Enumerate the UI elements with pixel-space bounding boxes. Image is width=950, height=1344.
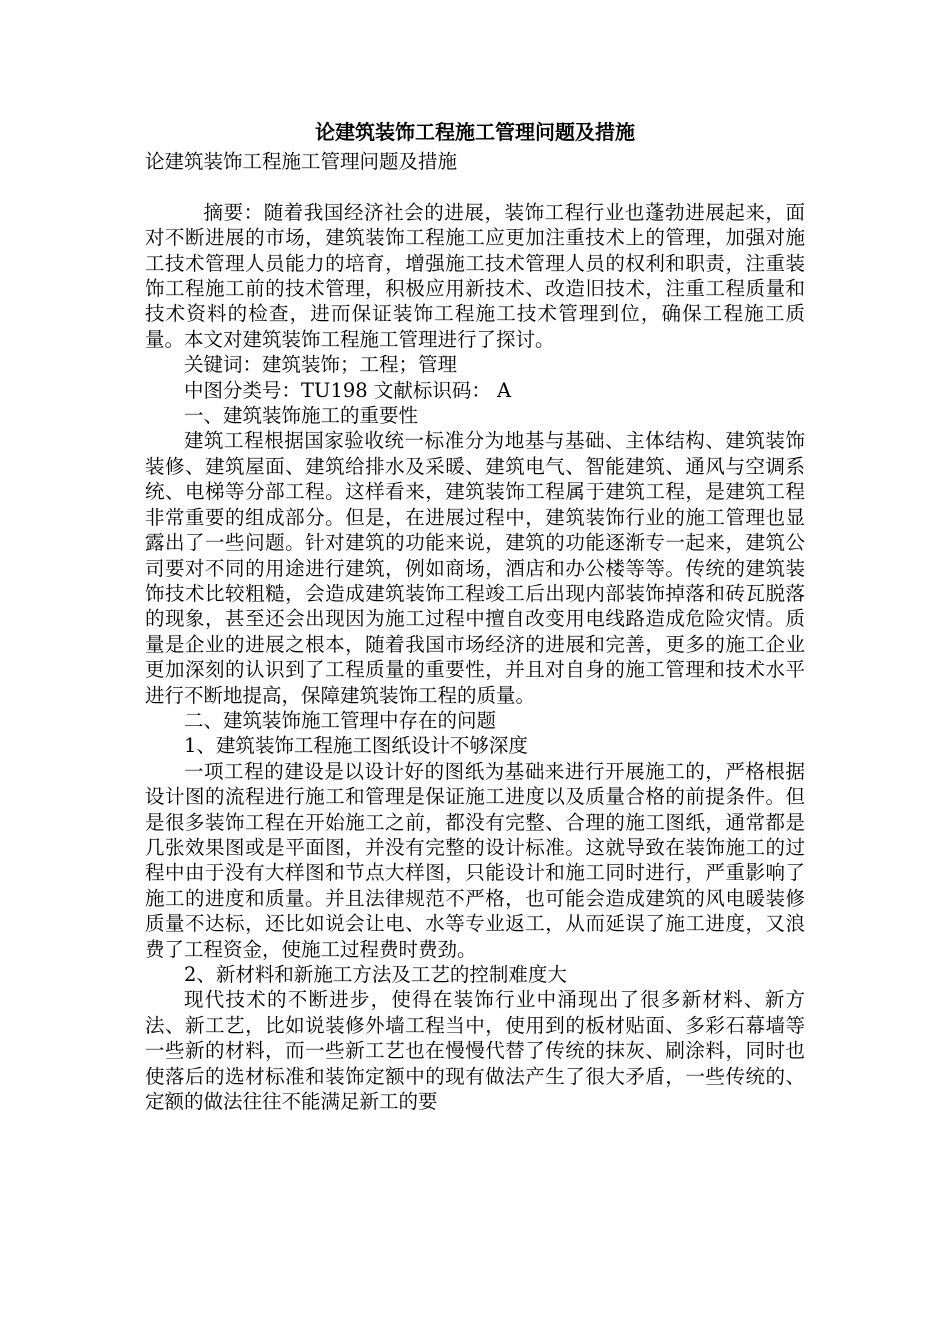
body-paragraph-3: 现代技术的不断进步，使得在装饰行业中涌现出了很多新材料、新方法、新工艺，比如说装修外墙工程当中，使用到的板材贴面、多彩石幕墙等一些新的材料，而一些新工艺也在慢慢代替了传统的抹灰、刷涂料，同时也使落后的选材标准和装饰定额中的现有做法产生了很大矛盾，一些传统的、定额的做法往往不能满足新工的要 — [145, 988, 805, 1114]
body-paragraph-2: 一项工程的建设是以设计好的图纸为基础来进行开展施工的，严格根据设计图的流程进行施工和管理是保证施工进度以及质量合格的前提条件。但是很多装饰工程在开始施工之前，都没有完整、合理的施工图纸，通常都是几张效果图或是平面图，并没有完整的设计标准。这就导致在装饰施工的过程中由于没有大样图和节点大样图，只能设计和施工同时进行，严重影响了施工的进度和质量。并且法律规范不严格，也可能会造成建筑的风电暖装修质量不达标，还比如说会让电、水等专业返工，从而延误了施工进度，又浪费了工程资金，使施工过程费时费劲。 — [145, 759, 805, 961]
document-subtitle: 论建筑装饰工程施工管理问题及措施 — [145, 150, 458, 174]
body-paragraph-1: 建筑工程根据国家验收统一标准分为地基与基础、主体结构、建筑装饰装修、建筑屋面、建筑给排水及采暖、建筑电气、智能建筑、通风与空调系统、电梯等分部工程。这样看来，建筑装饰工程属于建筑工程，是建筑工程非常重要的组成部分。但是，在进展过程中，建筑装饰行业的施工管理也显露出了一些问题。针对建筑的功能来说，建筑的功能逐渐专一起来，建筑公司要对不同的用途进行建筑，例如商场，酒店和办公楼等等。传统的建筑装饰技术比较粗糙，会造成建筑装饰工程竣工后出现内部装饰掉落和砖瓦脱落的现象，甚至还会出现因为施工过程中擅自改变用电线路造成危险灾情。质量是企业的进展之根本，随着我国市场经济的进展和完善，更多的施工企业更加深刻的认识到了工程质量的重要性，并且对自身的施工管理和技术水平进行不断地提高，保障建筑装饰工程的质量。 — [145, 429, 805, 707]
document-page — [145, 120, 805, 1114]
section-heading-2: 二、建筑装饰施工管理中存在的问题 — [184, 708, 497, 732]
keywords-line: 关键词：建筑装饰；工程；管理 — [184, 353, 458, 377]
classification-line: 中图分类号：TU198 文献标识码： A — [184, 378, 512, 402]
subsection-heading-2-2: 2、新材料和新施工方法及工艺的控制难度大 — [184, 963, 567, 986]
abstract-paragraph: 摘要：随着我国经济社会的进展，装饰工程行业也蓬勃进展起来，面对不断进展的市场，建筑装饰工程施工应更加注重技术上的管理，加强对施工技术管理人员能力的培育，增强施工技术管理人员的权利和职责，注重装饰工程施工前的技术管理，积极应用新技术、改造旧技术，注重工程质量和技术资料的检查，进而保证装饰工程施工技术管理到位，确保工程施工质量。本文对建筑装饰工程施工管理进行了探讨。 — [145, 200, 805, 351]
document-title: 论建筑装饰工程施工管理问题及措施 — [315, 120, 635, 144]
subsection-heading-2-1: 1、建筑装饰工程施工图纸设计不够深度 — [184, 734, 528, 758]
section-heading-1: 一、建筑装饰施工的重要性 — [184, 404, 419, 428]
